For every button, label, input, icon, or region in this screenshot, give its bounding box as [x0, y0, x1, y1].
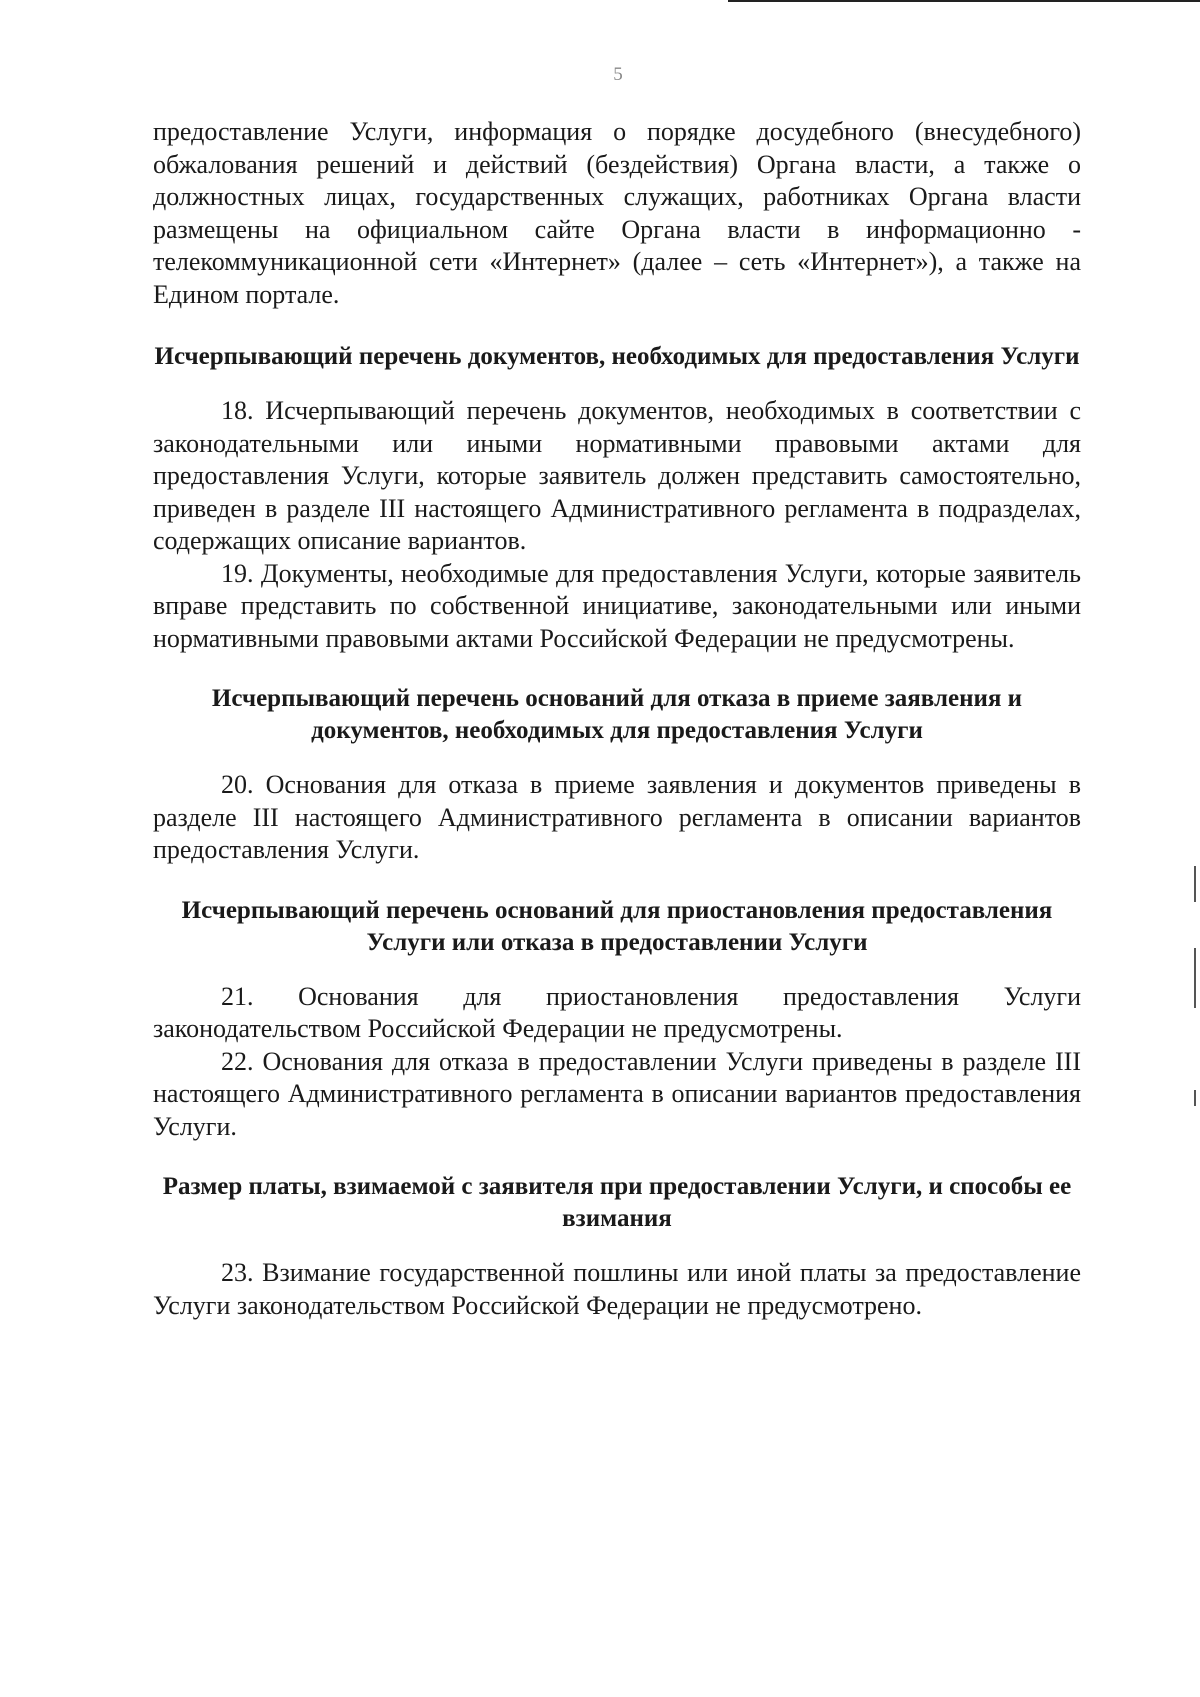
- paragraph-20: 20. Основания для отказа в приеме заявления и документов приведены в разделе III настоящего Административного регламента в описании вариантов предоставления Услуги.: [153, 770, 1081, 864]
- scan-edge-mark: [1194, 866, 1196, 902]
- scan-edge-mark: [1194, 1090, 1196, 1106]
- document-body: [153, 116, 1081, 1322]
- paragraph-18: 18. Исчерпывающий перечень документов, необходимых в соответствии с законодательными или иными нормативными правовыми актами для предоставления Услуги, которые заявитель должен представить самостоятельно, приведен в разделе III настоящего Административного регламента в подразделах, содержащих описание вариантов.: [153, 396, 1081, 555]
- heading-suspension-refusal: Исчерпывающий перечень оснований для приостановления предоставления Услуги или отказа в предоставлении Услуги: [181, 896, 1053, 956]
- paragraph-19: 19. Документы, необходимые для предоставления Услуги, которые заявитель вправе представить по собственной инициативе, законодательными или иными нормативными правовыми актами Российской Федерации не предусмотрены.: [153, 558, 1081, 653]
- heading-documents-list: Исчерпывающий перечень документов, необходимых для предоставления Услуги: [154, 343, 1080, 370]
- page-number: 5: [613, 64, 623, 85]
- paragraph-22: 22. Основания для отказа в предоставлении Услуги приведены в разделе III настоящего Административного регламента в описании вариантов предоставления Услуги.: [153, 1046, 1081, 1141]
- intro-paragraph: предоставление Услуги, информация о порядке досудебного (внесудебного) обжалования решений и действий (бездействия) Органа власти, а также о должностных лицах, государственных служащих, работниках Органа власти размещены на официальном сайте Органа власти в информационно - телекоммуникационной сети «Интернет» (далее – сеть «Интернет»), а также на Едином портале.: [153, 117, 1081, 309]
- heading-fee: Размер платы, взимаемой с заявителя при предоставлении Услуги, и способы ее взимания: [162, 1173, 1072, 1232]
- scan-edge-mark: [1194, 948, 1196, 1008]
- heading-refusal-acceptance: Исчерпывающий перечень оснований для отказа в приеме заявления и документов, необходимых для предоставления Услуги: [211, 685, 1023, 744]
- top-edge-rule: [728, 0, 1200, 2]
- paragraph-23: 23. Взимание государственной пошлины или иной платы за предоставление Услуги законодательством Российской Федерации не предусмотрено.: [153, 1258, 1081, 1320]
- paragraph-21: 21. Основания для приостановления предоставления Услуги законодательством Российской Федерации не предусмотрены.: [153, 981, 1081, 1043]
